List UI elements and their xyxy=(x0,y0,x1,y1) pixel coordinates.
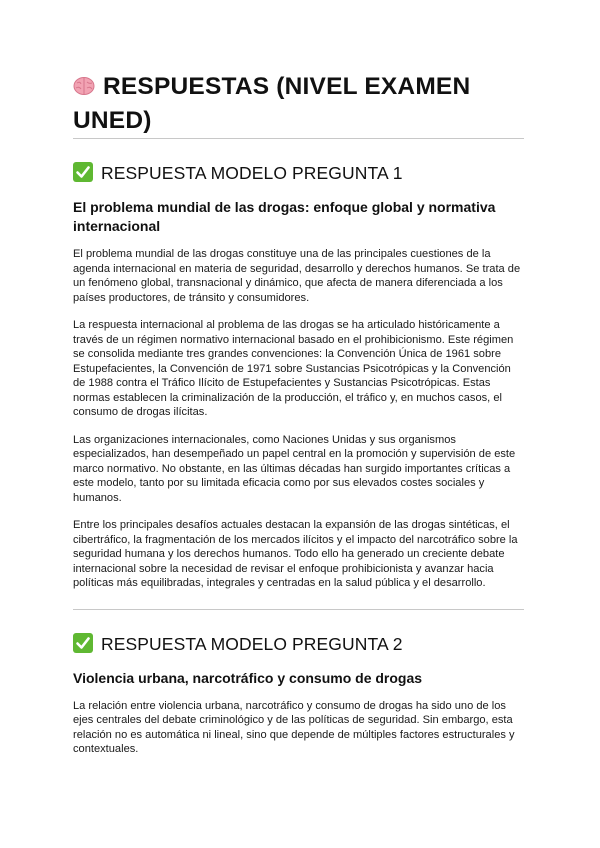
check-mark-icon xyxy=(73,162,93,182)
section-1-heading xyxy=(73,161,524,185)
section-2-heading xyxy=(73,632,524,656)
check-mark-icon xyxy=(73,633,93,653)
section-1-paragraph-3: Las organizaciones internacionales, como Naciones Unidas y sus organismos especializados, han desempeñado un papel central en la promoción y supervisión de este marco normativo. No obstante, en las últimas décadas han surgido importantes críticas a este modelo, tanto por su limitada eficacia como por sus elevados costes sociales y humanos. xyxy=(73,433,516,504)
section-2-subheading: Violencia urbana, narcotráfico y consumo de drogas xyxy=(73,669,423,686)
section-1-paragraph-1: El problema mundial de las drogas constituye una de las principales cuestiones de la agenda internacional en materia de seguridad, desarrollo y derechos humanos. Se trata de un fenómeno global, transnacional y dinámico, que afecta de manera diferenciada a los países productores, de tránsito y consumidores. xyxy=(73,248,521,304)
document-title xyxy=(73,70,524,138)
divider xyxy=(73,138,524,139)
section-2-paragraph-1: La relación entre violencia urbana, narcotráfico y consumo de drogas ha sido uno de los ejes centrales del debate criminológico y de las políticas de seguridad. Sin embargo, esta relación no es automática ni lineal, sino que depende de múltiples factores estructurales y contextuales. xyxy=(73,699,515,755)
brain-emoji-icon xyxy=(73,76,95,96)
divider xyxy=(73,609,524,610)
section-1-heading-text: RESPUESTA MODELO PREGUNTA 1 xyxy=(101,163,403,183)
section-1-paragraph-2: La respuesta internacional al problema de las drogas se ha articulado históricamente a través de un régimen normativo internacional basado en el prohibicionismo. Este régimen se consolida mediante tres grandes convenciones: la Convención Única de 1961 sobre Estupefacientes, la Convención de 1971 sobre Sustancias Psicotrópicas y la Convención de 1988 contra el Tráfico Ilícito de Estupefacientes y Sustancias Psicotrópicas. Estas normas establecen la criminalización de la producción, el tráfico y, en muchos casos, el consumo de drogas ilícitas. xyxy=(73,319,514,418)
section-2-heading-text: RESPUESTA MODELO PREGUNTA 2 xyxy=(101,633,403,654)
section-1-paragraph-4: Entre los principales desafíos actuales destacan la expansión de las drogas sintéticas, el cibertráfico, la fragmentación de los mercados ilícitos y el impacto del narcotráfico sobre la seguridad humana y los derechos humanos. Todo ello ha generado un creciente debate internacional sobre la necesidad de revisar el enfoque prohibicionista y avanzar hacia políticas más equilibradas, integrales y centradas en la salud pública y el desarrollo. xyxy=(73,519,518,589)
document-title-text: RESPUESTAS (NIVEL EXAMEN UNED) xyxy=(73,73,471,134)
section-1-subheading: El problema mundial de las drogas: enfoque global y normativa internacional xyxy=(73,199,496,234)
